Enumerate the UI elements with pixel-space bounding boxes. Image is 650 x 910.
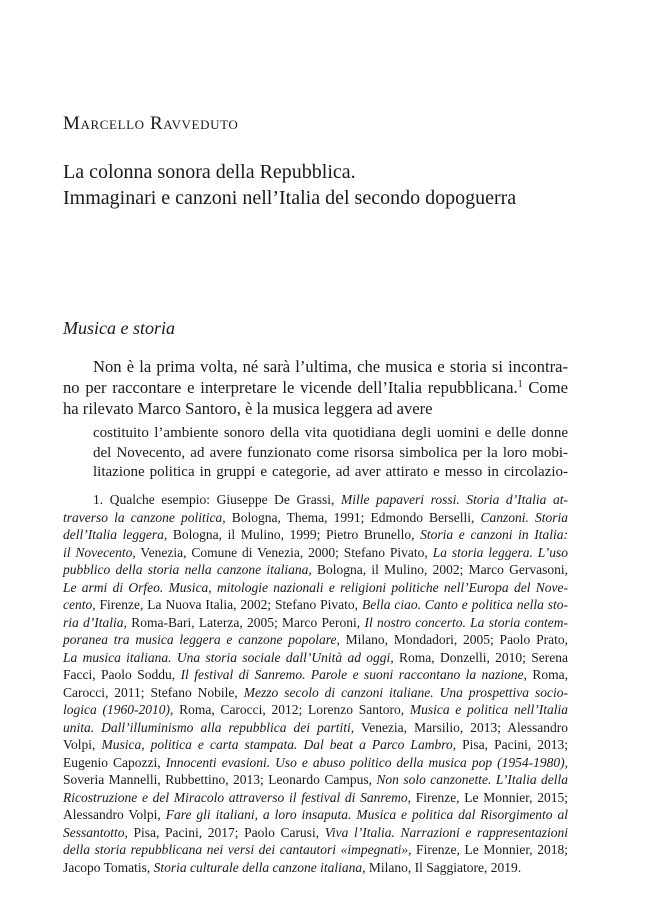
footnote-line — [63, 579, 568, 597]
footnote-text-run: Jacopo Tomatis, — [63, 859, 154, 875]
footnote-text-run: , Roma, Donzelli, 2010; Serena — [390, 649, 568, 665]
footnote-text-run: , Venezia, Comune di Venezia, 2000; Stefano Pivato, — [132, 544, 433, 560]
footnote-italic-run: logica (1960-2010) — [63, 702, 170, 717]
body-line-text: no per raccontare e interpretare le vicende dell’Italia repubblicana. — [63, 378, 518, 397]
footnote-italic-run: Non solo canzonette. L’Italia della — [376, 772, 568, 787]
footnote-text-run: , Pisa, Pacini, 2013; — [452, 737, 568, 752]
body-line-text: Come — [522, 378, 568, 397]
footnote-line — [63, 596, 568, 614]
footnote-italic-run: Sessantotto — [63, 824, 125, 840]
footnote-text-run: , Bologna, il Mulino, 2002; Marco Gervasoni, — [308, 562, 568, 577]
footnote-italic-run: unita. Dall’illuminismo alla repubblica dei partiti — [63, 719, 351, 735]
footnote-italic-run: Innocenti evasioni. Uso e abuso politico della musica pop (1954-1980) — [165, 754, 565, 770]
footnote-italic-run: La storia leggera. L’uso — [432, 544, 568, 560]
footnote-italic-run: Mille papaveri rossi. Storia d’Italia at- — [340, 492, 568, 507]
body-line: ha rilevato Marco Santoro, è la musica leggera ad avere — [63, 399, 433, 418]
footnote-line — [63, 754, 568, 772]
footnote-text-run: , Bologna, Thema, 1991; Edmondo Berselli, — [222, 509, 481, 525]
footnote-line — [63, 806, 568, 824]
footnote-line — [63, 841, 568, 859]
footnote-line — [63, 509, 568, 527]
footnote-italic-run: Canzoni. Storia — [480, 509, 568, 525]
footnote-reference[interactable]: 1 — [517, 379, 523, 390]
footnote-text-run: Soveria Mannelli, Rubbettino, 2013; Leonardo Campus, — [63, 772, 377, 787]
footnote-italic-run: Musica e politica nell’Italia — [409, 702, 568, 717]
title-line-2: Immaginari e canzoni nell’Italia del secondo dopoguerra — [63, 187, 517, 209]
footnote-italic-run: il Novecento — [63, 544, 133, 560]
footnote-text-run: , Firenze, La Nuova Italia, 2002; Stefano Pivato, — [92, 597, 362, 612]
footnote-line — [63, 491, 568, 509]
footnote-text-run: , Bologna, il Mulino, 1999; Pietro Brunello, — [163, 527, 421, 542]
footnote-text-run: , Milano, Il Saggiatore, 2019. — [362, 859, 522, 875]
footnote-line — [63, 701, 568, 719]
footnote-italic-run: dell’Italia leggera — [63, 527, 164, 542]
footnote-italic-run: Le armi di Orfeo. Musica, mitologie nazionali e religioni politiche nell’Europa del Nove- — [63, 579, 568, 595]
footnote-text-run: Facci, Paolo Soddu, — [63, 667, 181, 682]
footnote-text-run: , — [564, 754, 568, 770]
footnote-italic-run: La musica italiana. Una storia sociale dall’Unità ad oggi — [63, 649, 391, 665]
footnote-text-run: , Roma, Carocci, 2012; Lorenzo Santoro, — [169, 702, 410, 717]
footnote-italic-run: Il nostro concerto. La storia contem- — [364, 614, 568, 630]
footnote-line — [63, 631, 568, 649]
footnote-text-run: , Roma-Bari, Laterza, 2005; Marco Peroni, — [123, 614, 365, 630]
footnote-line — [63, 859, 568, 877]
footnote-italic-run: poranea tra musica leggera e canzone popolare — [63, 632, 337, 647]
footnote-text-run: Eugenio Capozzi, — [63, 754, 166, 770]
footnote-line — [63, 666, 568, 684]
body-paragraph — [63, 356, 568, 419]
footnote-italic-run: traverso la canzone politica — [63, 509, 223, 525]
body-line — [63, 377, 568, 398]
footnote-italic-run: Il festival di Sanremo. Parole e suoni raccontano la nazione — [180, 667, 524, 682]
footnote-text-run: Carocci, 2011; Stefano Nobile, — [63, 684, 244, 700]
footnote-italic-run: pubblico della storia nella canzone italiana — [63, 562, 309, 577]
footnote-line — [63, 736, 568, 754]
quote-line: litazione politica in gruppi e categorie, ad aver attirato e messo in circolazio- — [93, 464, 568, 480]
footnote-block — [63, 491, 568, 876]
quote-line: del Novecento, ad avere funzionato come risorsa simbolica per la loro mobi- — [93, 444, 568, 461]
footnote-italic-run: della storia repubblicana nei versi dei cantautori «impegnati» — [63, 842, 409, 857]
footnote-italic-run: cento — [63, 597, 93, 612]
footnote-italic-run: Fare gli italiani, a loro insaputa. Musica e politica dal Risorgimento al — [165, 807, 568, 822]
footnote-line — [63, 684, 568, 702]
footnote-italic-run: Storia e canzoni in Italia: — [420, 527, 568, 542]
footnote-text-run: Alessandro Volpi, — [63, 807, 166, 822]
footnote-text-run: , Pisa, Pacini, 2017; Paolo Carusi, — [124, 824, 325, 840]
footnote-line — [63, 561, 568, 579]
footnote-italic-run: Ricostruzione e del Miracolo attraverso il festival di Sanremo — [63, 789, 408, 805]
footnote-text-run: , Firenze, Le Monnier, 2015; — [407, 789, 568, 805]
footnote-italic-run: Bella ciao. Canto e politica nella sto- — [361, 597, 568, 612]
footnote-text-run: , Firenze, Le Monnier, 2018; — [408, 842, 568, 857]
footnote-line — [63, 649, 568, 667]
footnote-text-run: , Roma, — [523, 667, 568, 682]
footnote-line — [63, 544, 568, 562]
footnote-line — [63, 789, 568, 807]
footnote-text-run: Volpi, — [63, 737, 102, 752]
body-line: Non è la prima volta, né sarà l’ultima, che musica e storia si incontra- — [93, 357, 568, 376]
footnote-text-run: Qualche esempio: Giuseppe De Grassi, — [103, 492, 341, 507]
footnote-italic-run: Musica, politica e carta stampata. Dal beat a Parco Lambro — [101, 737, 453, 752]
chapter-title — [63, 159, 516, 211]
title-line-1: La colonna sonora della Repubblica. — [63, 161, 356, 183]
block-quote — [93, 424, 568, 483]
footnote-text-run: , Milano, Mondadori, 2005; Paolo Prato, — [336, 632, 568, 647]
footnote-line — [63, 824, 568, 842]
footnote-text-run: , Venezia, Marsilio, 2013; Alessandro — [350, 719, 568, 735]
footnote-line — [63, 526, 568, 544]
author-name: Marcello Ravveduto — [63, 113, 239, 134]
footnote-italic-run: Viva l’Italia. Narrazioni e rappresentazioni — [324, 824, 568, 840]
footnote-number: 1. — [93, 492, 104, 507]
footnote-line — [63, 614, 568, 632]
footnote-italic-run: Storia culturale della canzone italiana — [153, 859, 363, 875]
footnote-italic-run: Mezzo secolo di canzoni italiane. Una prospettiva socio- — [243, 684, 568, 700]
footnote-line — [63, 719, 568, 737]
footnote-italic-run: ria d’Italia — [63, 614, 124, 630]
section-heading: Musica e storia — [63, 318, 175, 338]
footnote-line — [63, 771, 568, 789]
quote-line: costituito l’ambiente sonoro della vita quotidiana degli uomini e delle donne — [93, 425, 568, 441]
